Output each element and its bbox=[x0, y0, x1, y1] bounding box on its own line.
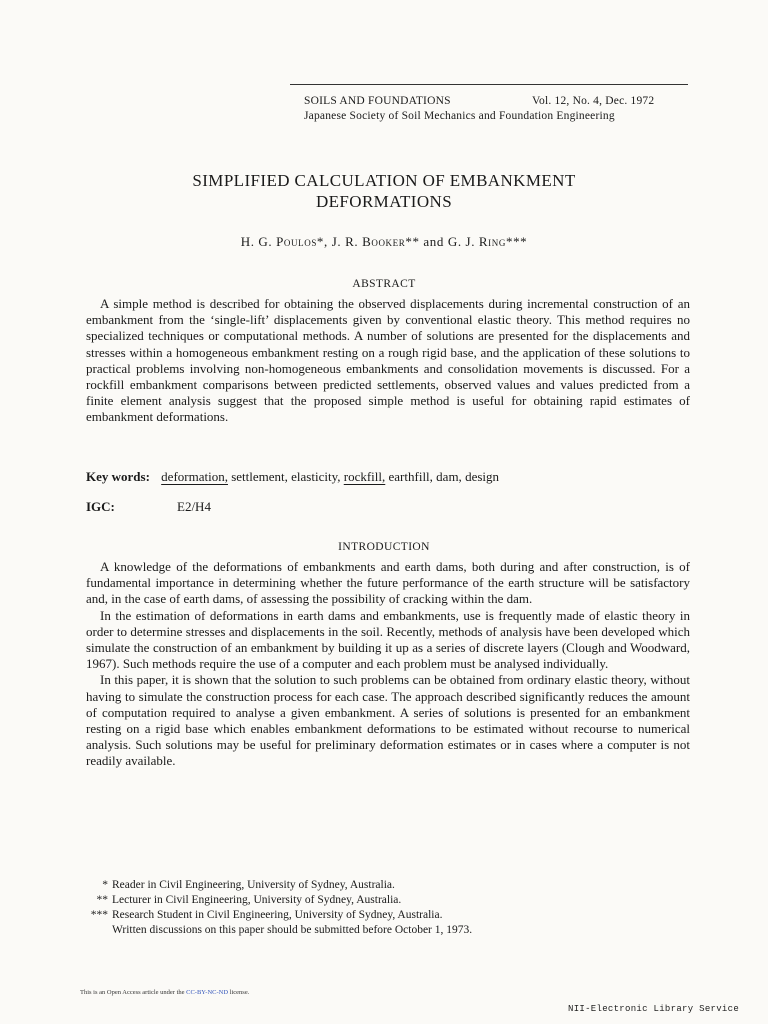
introduction-paragraph: In the estimation of deformations in earth dams and embankments, use is frequently made of elastic theory in order to determine stresses and displacements in the soil. Recently, methods of analysis have been developed which simulate the construction of an embankment by building it up as a series of discrete layers (Clough and Woodward, 1967). Such methods require the use of a computer and each problem must be analysed individually. bbox=[86, 607, 690, 672]
license-notice bbox=[80, 989, 249, 996]
journal-society: Japanese Society of Soil Mechanics and Foundation Engineering bbox=[304, 110, 615, 122]
footnote-text: Lecturer in Civil Engineering, University of Sydney, Australia. bbox=[112, 894, 402, 906]
keyword-item: design bbox=[465, 469, 500, 484]
keyword-item: earthfill, bbox=[388, 469, 433, 484]
abstract-heading: ABSTRACT bbox=[352, 278, 416, 290]
author-poulos: H. G. Poulos*, bbox=[240, 234, 328, 249]
author-booker: J. R. Booker** bbox=[331, 234, 420, 249]
footnote-text: Research Student in Civil Engineering, University of Sydney, Australia. bbox=[112, 909, 443, 921]
footnote-mark: * bbox=[102, 879, 108, 891]
footnote bbox=[84, 908, 442, 923]
license-suffix: license. bbox=[229, 989, 250, 996]
keyword-item: dam, bbox=[436, 469, 462, 484]
keyword-item: deformation, bbox=[161, 469, 228, 484]
header-rule bbox=[290, 84, 688, 85]
introduction-paragraph: In this paper, it is shown that the solution to such problems can be obtained from ordinary elastic theory, without having to simulate the construction process for each case. The approach described significantly reduces the amount of computation required to analyse a given embankment. A series of solutions is presented for an embankment resting on a rigid base which enables embankment deformations to be estimated without recourse to numerical analysis. Such solutions may be useful for preliminary deformation estimates or in cases where a computer is not readily available. bbox=[86, 672, 690, 769]
keywords-label: Key words: bbox=[86, 469, 150, 484]
keyword-item: rockfill, bbox=[343, 469, 386, 484]
keyword-item: elasticity, bbox=[291, 469, 341, 484]
journal-name: SOILS AND FOUNDATIONS bbox=[304, 95, 451, 107]
journal-volume: Vol. 12, No. 4, Dec. 1972 bbox=[532, 95, 655, 107]
footnote bbox=[84, 893, 401, 908]
keywords-list bbox=[161, 469, 499, 484]
introduction-body bbox=[86, 559, 690, 770]
author-conjunction: and bbox=[423, 234, 444, 249]
abstract-paragraph: A simple method is described for obtaining the observed displacements during incremental construction of an embankment from the ‘single-lift’ displacements given by conventional elastic theory. This method requires no specialized techniques or computational methods. A number of solutions are presented for the displacements and stresses within a homogeneous embankment resting on a rough rigid base, and the application of these solutions to practical problems involving non-homogeneous embankments and consolidation movements is discussed. For a rockfill embankment comparisons between predicted settlements, observed values and values predicted from a finite element analysis suggest that the proposed simple method is useful for obtaining rapid estimates of embankment deformations. bbox=[86, 296, 690, 425]
igc-label: IGC: bbox=[86, 499, 115, 514]
license-prefix: This is an Open Access article under the bbox=[80, 989, 185, 996]
license-link[interactable]: CC-BY-NC-ND bbox=[186, 989, 229, 996]
paper-title-line2: DEFORMATIONS bbox=[315, 192, 453, 211]
footnote-mark: ** bbox=[96, 894, 108, 906]
discussion-note: Written discussions on this paper should be submitted before October 1, 1973. bbox=[112, 924, 473, 936]
paper-title-line1: SIMPLIFIED CALCULATION OF EMBANKMENT bbox=[192, 171, 576, 190]
footnote-text: Reader in Civil Engineering, University of Sydney, Australia. bbox=[112, 879, 395, 891]
author-list bbox=[0, 234, 768, 250]
footnote bbox=[84, 878, 395, 893]
footnote-mark: *** bbox=[90, 909, 108, 921]
service-watermark: NII-Electronic Library Service bbox=[568, 1004, 740, 1014]
igc-value: E2/H4 bbox=[177, 499, 211, 514]
keywords-line bbox=[86, 469, 499, 485]
introduction-paragraph: A knowledge of the deformations of embankments and earth dams, both during and after construction, is of fundamental importance in determining whether the future performance of the earth structure will be satisfactory and, in the case of earth dams, of assessing the possibility of cracking within the dam. bbox=[86, 559, 690, 607]
author-ring: G. J. Ring*** bbox=[447, 234, 528, 249]
keyword-item: settlement, bbox=[231, 469, 288, 484]
abstract-body bbox=[86, 296, 690, 426]
introduction-heading: INTRODUCTION bbox=[338, 541, 430, 553]
